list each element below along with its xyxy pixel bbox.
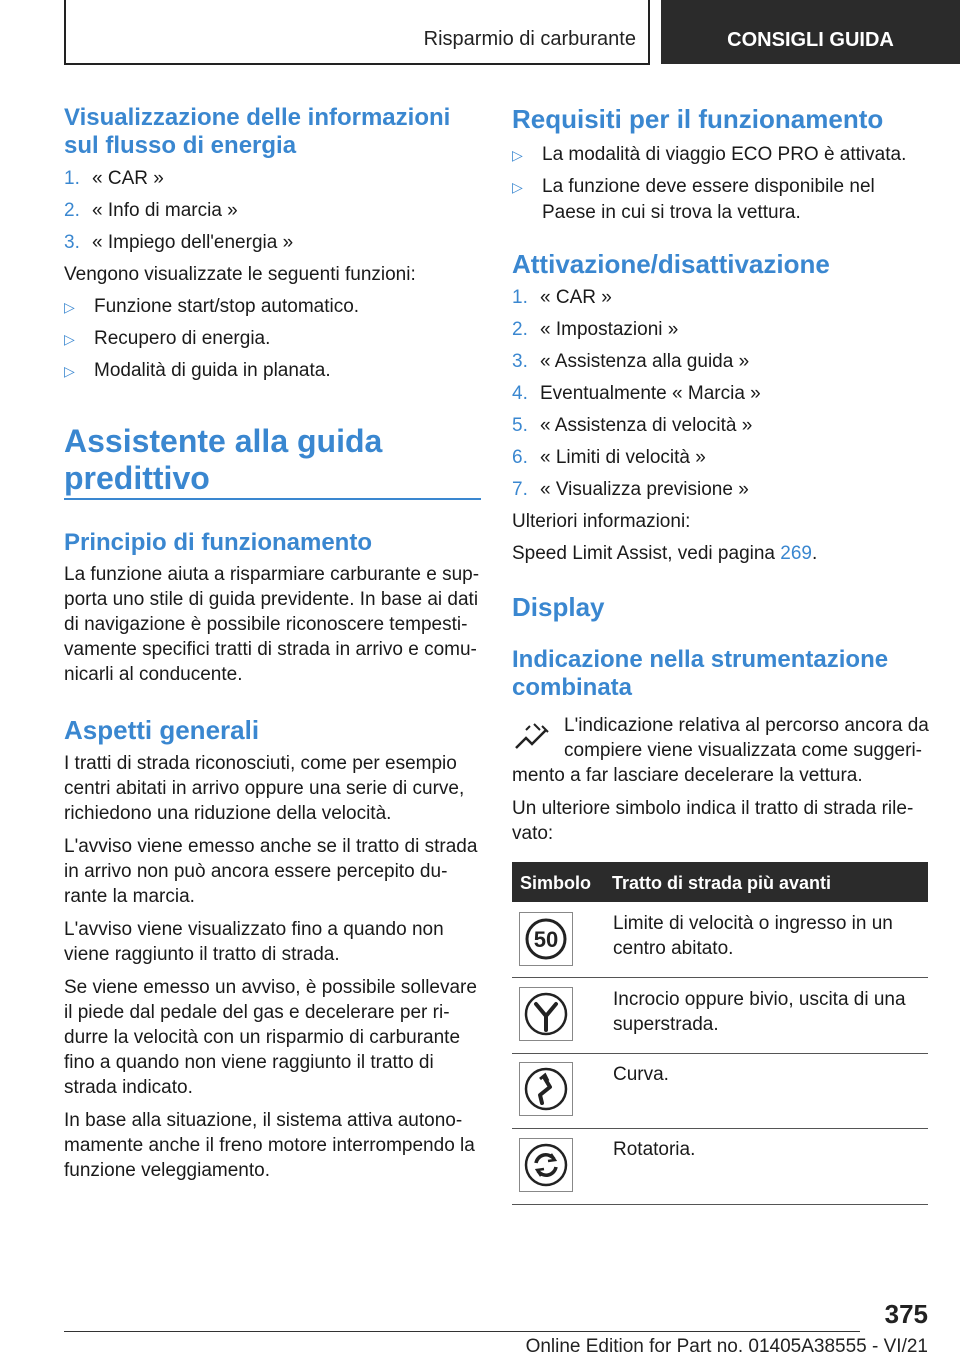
list-item: 1. « CAR »: [64, 168, 164, 189]
requirements-heading: Requisiti per il funzionamento: [512, 104, 884, 134]
table-row: Rotatoria.: [613, 1139, 696, 1160]
table-row: Incrocio oppure bivio, uscita di una superstrada.: [613, 989, 906, 1035]
header-border-divider: [648, 0, 650, 64]
junction-icon: [519, 987, 573, 1041]
list-item: ▷ Modalità di guida in planata.: [64, 358, 416, 390]
list-item: 2. « Impostazioni »: [512, 319, 679, 340]
curve-icon: [519, 1062, 573, 1116]
roundabout-icon: [519, 1138, 573, 1192]
row-divider: [512, 977, 928, 978]
more-info-label: Ulteriori informazioni:: [512, 511, 691, 532]
main-section-title: Assistente alla guida predittivo: [64, 423, 383, 496]
list-item: 1. « CAR »: [512, 287, 612, 308]
list-item: 4. Eventualmente « Marcia »: [512, 383, 761, 404]
triangle-bullet-icon: ▷: [512, 179, 523, 195]
column-header-road: Tratto di strada più avanti: [612, 873, 832, 893]
header-border-left: [64, 0, 66, 64]
list-item: 6. « Limiti di velocità »: [512, 447, 706, 468]
requirements-list: ▷ La modalità di viaggio ECO PRO è attivata. ▷ La funzione deve essere disponibile nel Paese in cui si trova la vettura.: [512, 144, 907, 223]
list-item: 3. « Impiego dell'energia »: [64, 232, 294, 253]
page-link[interactable]: 269: [780, 543, 812, 564]
general-heading: Aspetti generali: [64, 715, 260, 745]
energy-flow-heading: Visualizzazione delle informazioni sul flusso di energia: [64, 104, 451, 159]
list-item: 5. « Assistenza di velocità »: [512, 415, 753, 436]
svg-text:50: 50: [533, 927, 559, 952]
table-row: Curva.: [613, 1064, 669, 1085]
edition-footer: Online Edition for Part no. 01405A38555 - VI/21: [525, 1336, 928, 1357]
chapter-tab: CONSIGLI GUIDA: [661, 0, 960, 64]
header-border-bottom: [64, 63, 650, 65]
triangle-bullet-icon: ▷: [64, 363, 75, 379]
table-row: Limite di velocità o ingresso in un centro abitato.: [613, 913, 893, 959]
cross-reference: Speed Limit Assist, vedi pagina 269.: [512, 543, 818, 564]
display-heading: Display: [512, 592, 605, 622]
list-item: ▷ La modalità di viaggio ECO PRO è attivata.: [512, 142, 906, 174]
triangle-bullet-icon: ▷: [512, 147, 523, 163]
footer-rule: [64, 1331, 860, 1332]
principle-text: La funzione aiuta a risparmiare carburante e sup- porta uno stile di guida previdente. In base ai dati di navigazione è possibile riconoscere tempesti- vamente specifici tratti di strada in arrivo e comu- nicarli al conducente.: [64, 564, 480, 685]
list-item: ▷ Recupero di energia.: [64, 326, 416, 358]
list-item: 2. « Info di marcia »: [64, 200, 238, 221]
list-item: 3. « Assistenza alla guida »: [512, 351, 750, 372]
column-header-symbol: Simbolo: [520, 873, 591, 893]
triangle-bullet-icon: ▷: [64, 331, 75, 347]
row-divider: [512, 1053, 928, 1054]
title-underline: [64, 498, 481, 500]
energy-flow-intro: Vengono visualizzate le seguenti funzioni:: [64, 264, 416, 285]
list-item: ▷ La funzione deve essere disponibile nel: [512, 174, 906, 200]
list-item: 7. « Visualizza previsione »: [512, 479, 749, 500]
row-divider: [512, 1204, 928, 1205]
display-subheading: Indicazione nella strumentazione combinata: [512, 646, 889, 701]
activation-heading: Attivazione/disattivazione: [512, 249, 830, 279]
page-number: 375: [884, 1299, 928, 1329]
display-text: L'indicazione relativa al percorso ancora da compiere viene visualizzata come suggeri- mento a far lasciare decelerare la vettura. Un ulteriore simbolo indica il tratto di strada rile- vato:: [512, 715, 929, 844]
activation-steps: [512, 285, 817, 566]
row-divider: [512, 1128, 928, 1129]
table-header: [512, 862, 928, 902]
energy-flow-steps: [64, 166, 416, 390]
general-text: I tratti di strada riconosciuti, come per esempio centri abitati in arrivo oppure una serie di curve, richiedono una riduzione della velocità. L'avviso viene emesso anche se il tratto di strada in arrivo non può ancora essere percepito du- rante la marcia. L'avviso viene visualizzato fino a quando non viene raggiunto il tratto di strada. Se viene emesso un avviso, è possibile sollevare il piede dal pedale del gas e decelerare per ri- durre la velocità con un risparmio di carburante fino a quando non viene raggiunto il tratto di strada indicato. In base alla situazione, il sistema attiva autono- mamente anche il freno motore interrompendo la funzione veleggiamento.: [64, 753, 478, 1181]
principle-heading: Principio di funzionamento: [64, 529, 372, 556]
list-item: ▷ Funzione start/stop automatico.: [64, 294, 416, 326]
section-title: Risparmio di carburante: [423, 28, 636, 50]
triangle-bullet-icon: ▷: [64, 299, 75, 315]
speed-limit-50-icon: [519, 912, 573, 966]
